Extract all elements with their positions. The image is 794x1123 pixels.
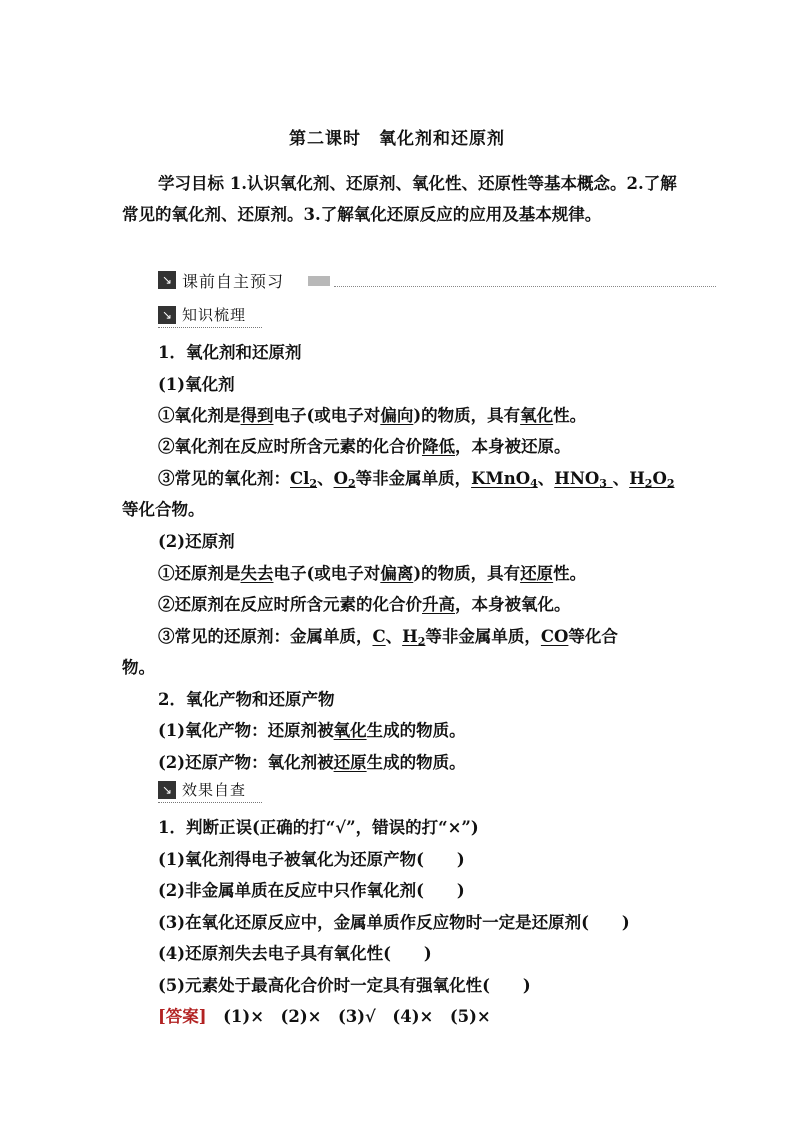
text: O bbox=[333, 469, 348, 488]
section-underline bbox=[158, 802, 262, 803]
blank-answer: 偏离 bbox=[380, 564, 414, 583]
formula-hno3 bbox=[554, 469, 612, 488]
oxidizer-valence bbox=[158, 433, 571, 457]
reduction-product bbox=[158, 749, 466, 773]
blank-answer: 还原 bbox=[333, 753, 367, 772]
text: H bbox=[629, 469, 645, 488]
question-2: (2)非金属单质在反应中只作氧化剂( ) bbox=[158, 881, 465, 900]
blank-answer: 氧化 bbox=[333, 721, 367, 740]
question-3: (3)在氧化还原反应中，金属单质作反应物时一定是还原剂( ) bbox=[158, 913, 630, 932]
formula-h2 bbox=[402, 627, 425, 646]
formula-kmno4 bbox=[471, 469, 538, 488]
arrow-icon: ↘ bbox=[158, 306, 176, 324]
subscript: 2 bbox=[417, 635, 426, 648]
formula-o2 bbox=[334, 469, 356, 488]
question-4: (4)还原剂失去电子具有氧化性( ) bbox=[158, 944, 432, 963]
common-reducers bbox=[158, 623, 618, 648]
answer-label: [答案] bbox=[158, 1007, 207, 1026]
text: )的物质，具有 bbox=[413, 564, 521, 583]
formula-cl2 bbox=[290, 469, 317, 488]
blank-answer: 降低 bbox=[422, 437, 455, 456]
text: ②还原剂在反应时所含元素的化合价 bbox=[158, 595, 422, 614]
formula-h2o2 bbox=[629, 469, 674, 488]
formula-c: C bbox=[372, 627, 386, 646]
blank-answer: 得到 bbox=[240, 406, 274, 425]
text: 、 bbox=[537, 469, 555, 488]
subscript: 4 bbox=[530, 477, 538, 490]
text: ①还原剂是 bbox=[158, 564, 241, 583]
subscript: 3 bbox=[599, 477, 607, 490]
question-5: (5)元素处于最高化合价时一定具有强氧化性( ) bbox=[158, 976, 531, 995]
text: 、 bbox=[612, 469, 630, 488]
reducer-definition bbox=[158, 560, 586, 584]
page-title bbox=[0, 124, 794, 149]
goals-label: 学习目标 bbox=[158, 174, 224, 193]
answer-values: (1)× (2)× (3)√ (4)× (5)× bbox=[206, 1007, 491, 1026]
heading-oxidizer-reducer: 1．氧化剂和还原剂 bbox=[158, 343, 302, 362]
blank-answer: 还原 bbox=[520, 564, 554, 583]
text: 、 bbox=[317, 469, 334, 488]
learning-goals bbox=[122, 168, 682, 230]
text: ③常见的还原剂：金属单质， bbox=[158, 627, 373, 646]
common-oxidizers-tail: 等化合物。 bbox=[122, 500, 205, 519]
heading-reducer: (2)还原剂 bbox=[158, 532, 235, 551]
text: 生成的物质。 bbox=[366, 753, 466, 772]
section-knowledge-label: 知识梳理 bbox=[182, 306, 247, 324]
text: 生成的物质。 bbox=[366, 721, 466, 740]
heading-oxidizer: (1)氧化剂 bbox=[158, 375, 235, 394]
title-topic: 氧化剂和还原剂 bbox=[379, 129, 505, 149]
blank-answer: 升高 bbox=[422, 595, 455, 614]
subscript: 2 bbox=[309, 477, 318, 490]
common-oxidizers bbox=[158, 465, 674, 490]
banner-label: 课前自主预习 bbox=[182, 272, 285, 291]
text: 等非金属单质， bbox=[425, 627, 541, 646]
blank-answer: 偏向 bbox=[380, 406, 414, 425]
reducer-valence bbox=[158, 591, 571, 615]
question-heading: 1．判断正误(正确的打“√”，错误的打“×”) bbox=[158, 818, 479, 837]
text: ，本身被氧化。 bbox=[455, 595, 571, 614]
text: ①氧化剂是 bbox=[158, 406, 241, 425]
section-underline bbox=[158, 327, 262, 328]
text: ，本身被还原。 bbox=[455, 437, 571, 456]
text: KMnO bbox=[471, 469, 531, 488]
section-self-check-label: 效果自查 bbox=[182, 781, 247, 799]
blank-answer: 失去 bbox=[240, 564, 274, 583]
arrow-icon: ↘ bbox=[158, 271, 176, 289]
text: HNO bbox=[554, 469, 600, 488]
text: 性。 bbox=[553, 406, 587, 425]
oxidizer-definition bbox=[158, 402, 586, 426]
arrow-icon: ↘ bbox=[158, 781, 176, 799]
text: 等化合 bbox=[568, 627, 618, 646]
blank-answer: 氧化 bbox=[520, 406, 554, 425]
heading-products: 2．氧化产物和还原产物 bbox=[158, 690, 335, 709]
text: 等非金属单质， bbox=[355, 469, 472, 488]
subscript: 2 bbox=[666, 477, 675, 490]
text: 电子(或电子对 bbox=[273, 564, 381, 583]
banner-bar bbox=[308, 276, 330, 286]
preview-banner bbox=[158, 270, 718, 294]
subscript: 2 bbox=[644, 477, 653, 490]
text: (1)氧化产物：还原剂被 bbox=[158, 721, 334, 740]
formula-co: CO bbox=[540, 627, 569, 646]
text: H bbox=[402, 627, 418, 646]
question-1: (1)氧化剂得电子被氧化为还原产物( ) bbox=[158, 850, 465, 869]
banner-divider bbox=[334, 286, 716, 287]
text: )的物质，具有 bbox=[413, 406, 521, 425]
text: ③常见的氧化剂： bbox=[158, 469, 290, 488]
text: 、 bbox=[385, 627, 403, 646]
text: Cl bbox=[290, 469, 310, 488]
common-reducers-tail: 物。 bbox=[122, 658, 155, 677]
subscript: 2 bbox=[347, 477, 356, 490]
text: 电子(或电子对 bbox=[273, 406, 381, 425]
title-lesson: 第二课时 bbox=[289, 129, 361, 149]
oxidation-product bbox=[158, 717, 466, 741]
text: O bbox=[652, 469, 667, 488]
text: 性。 bbox=[553, 564, 587, 583]
text: ②氧化剂在反应时所含元素的化合价 bbox=[158, 437, 422, 456]
goals-text: 1.认识氧化剂、还原剂、氧化性、还原性等基本概念。2.了解常见的氧化剂、还原剂。3.了解氧化还原反应的应用及基本规律。 bbox=[122, 174, 677, 224]
answer-line bbox=[158, 1003, 491, 1027]
text: (2)还原产物：氧化剂被 bbox=[158, 753, 334, 772]
